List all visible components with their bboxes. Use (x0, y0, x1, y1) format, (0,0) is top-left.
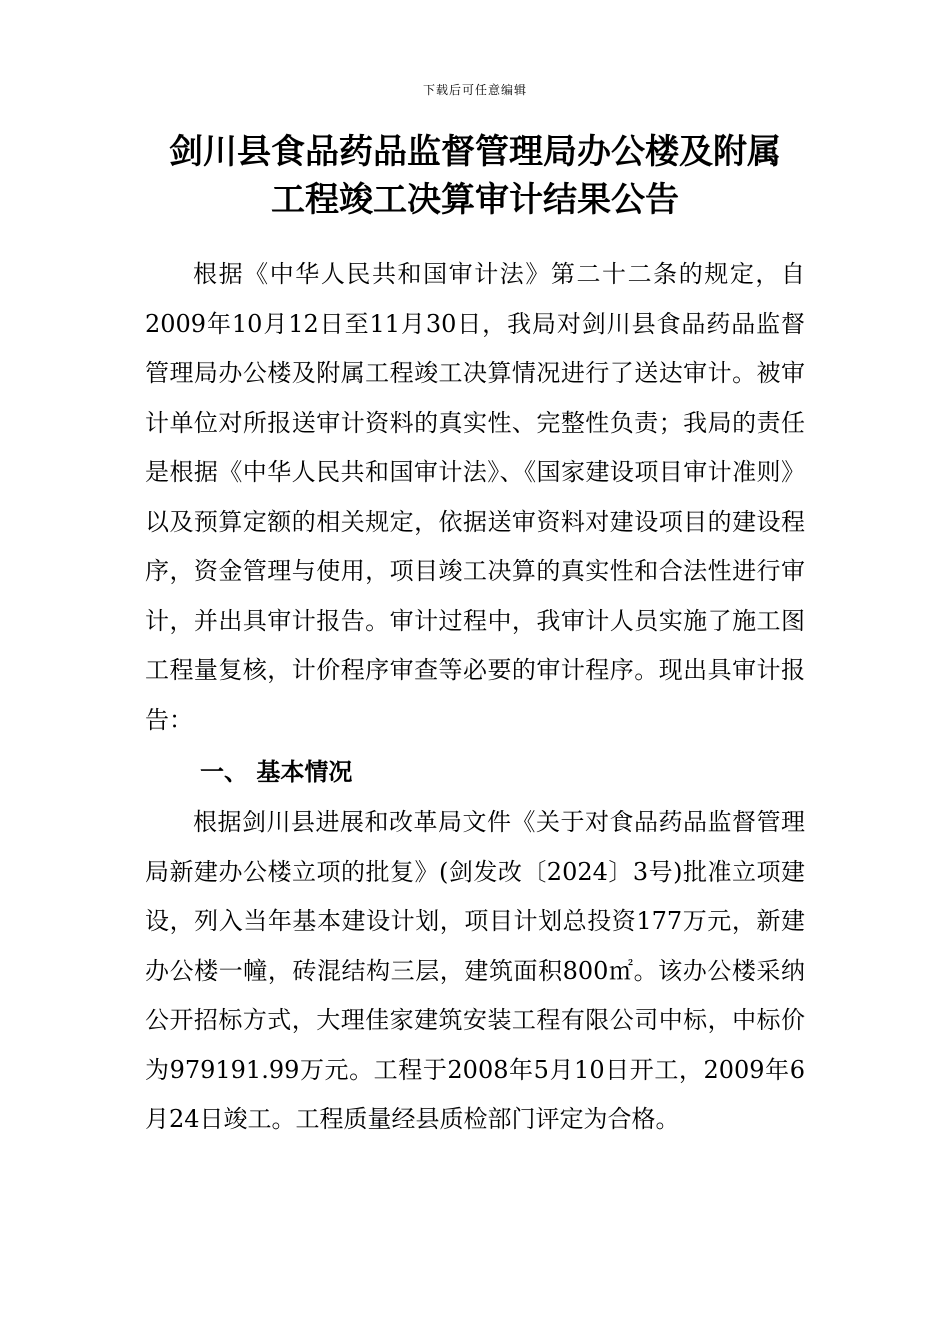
section-heading-basic-info: 一、 基本情况 (200, 758, 353, 786)
intro-paragraph: 根据《中华人民共和国审计法》第二十二条的规定，自2009年10月12日至11月30日，我局对剑川县食品药品监督管理局办公楼及附属工程竣工决算情况进行了送达审计。被审计单位对所报送审计资料的真实性、完整性负责；我局的责任是根据《中华人民共和国审计法》、《国家建设项目审计准则》以及预算定额的相关规定，依据送审资料对建设项目的建设程序，资金管理与使用，项目竣工决算的真实性和合法性进行审计，并出具审计报告。审计过程中，我审计人员实施了施工图工程量复核，计价程序审查等必要的审计程序。现出具审计报告： (145, 260, 805, 734)
document-title (120, 128, 830, 224)
title-line-1: 剑川县食品药品监督管理局办公楼及附属 (169, 132, 781, 172)
title-line-2: 工程竣工决算审计结果公告 (271, 180, 679, 220)
header-note: 下载后可任意编辑 (422, 83, 527, 97)
basic-info-paragraph: 根据剑川县进展和改革局文件《关于对食品药品监督管理局新建办公楼立项的批复》(剑发改〔2024〕3号)批准立项建设，列入当年基本建设计划，项目计划总投资177万元，新建办公楼一幢，砖混结构三层，建筑面积800㎡。该办公楼采纳公开招标方式，大理佳家建筑安装工程有限公司中标，中标价为979191.99万元。工程于2008年5月10日开工，2009年6月24日竣工。工程质量经县质检部门评定为合格。 (145, 808, 805, 1133)
